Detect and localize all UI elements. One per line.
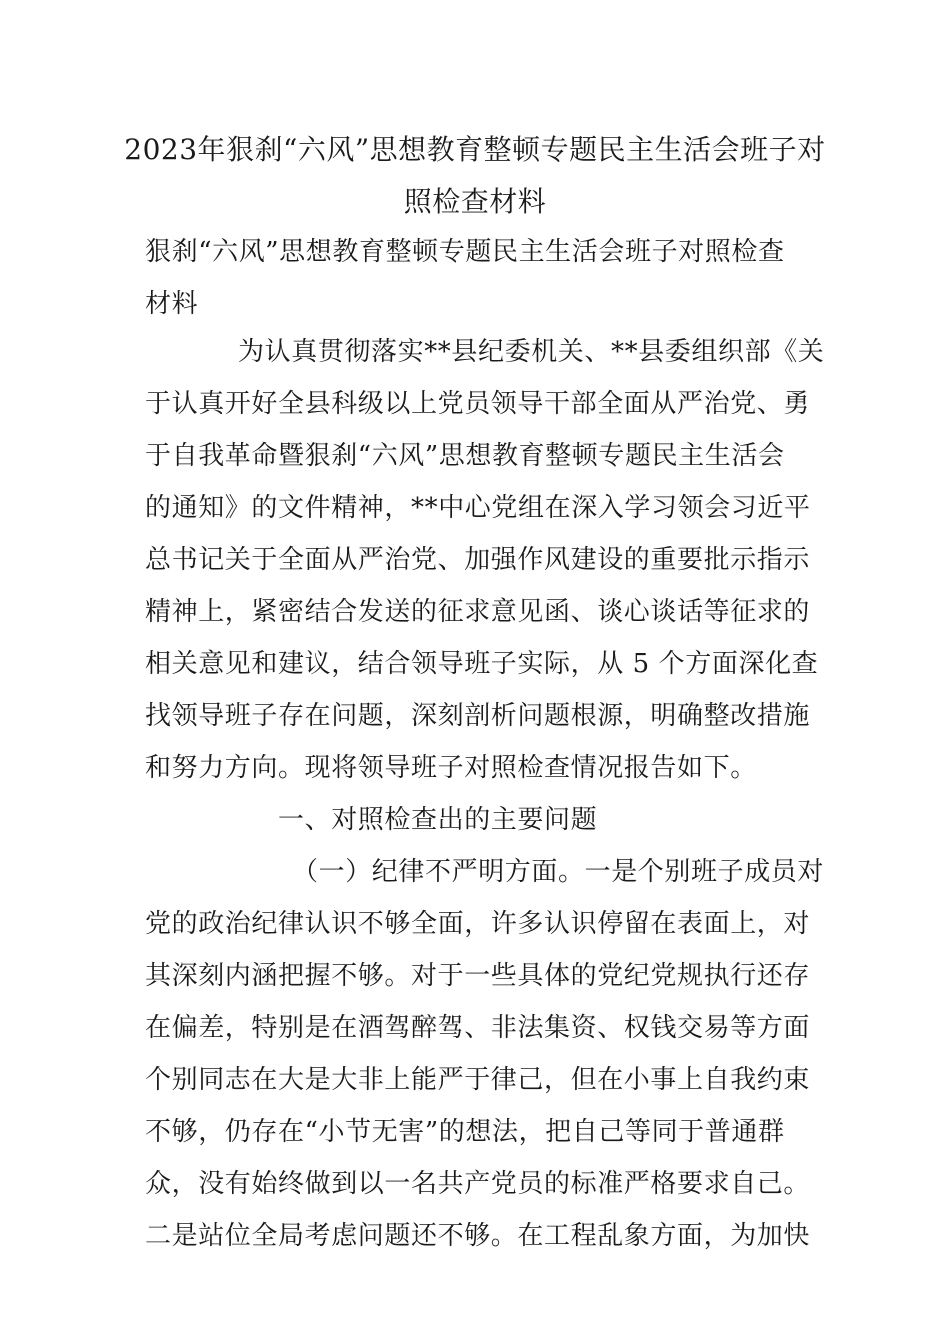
subsection-line: 其深刻内涵把握不够。对于一些具体的党纪党规执行还存: [145, 961, 811, 991]
subsection-line: 个别同志在大是大非上能严于律己，但在小事上自我约束: [145, 1065, 811, 1095]
subsection-line: 众，没有始终做到以一名共产党员的标准严格要求自己。: [145, 1169, 811, 1199]
subsection-line: 党的政治纪律认识不够全面，许多认识停留在表面上，对: [145, 909, 811, 939]
intro-line: 于认真开好全县科级以上党员领导干部全面从严治党、勇: [145, 389, 811, 419]
intro-line: 精神上，紧密结合发送的征求意见函、谈心谈话等征求的: [145, 597, 811, 627]
intro-line: 为认真贯彻落实**县纪委机关、**县委组织部《关: [238, 337, 825, 367]
intro-line: 的通知》的文件精神，**中心党组在深入学习领会习近平: [145, 493, 811, 523]
intro-line: 总书记关于全面从严治党、加强作风建设的重要批示指示: [145, 545, 811, 575]
document-title-line-2: 照检查材料: [403, 185, 547, 218]
intro-line: 和努力方向。现将领导班子对照检查情况报告如下。: [145, 753, 757, 783]
subsection-line: 二是站位全局考虑问题还不够。在工程乱象方面，为加快: [145, 1221, 811, 1251]
intro-line: 找领导班子存在问题，深刻剖析问题根源，明确整改措施: [145, 701, 811, 731]
document-title-line-1: 2023年狠刹“六风”思想教育整顿专题民主生活会班子对: [124, 133, 826, 166]
intro-line: 于自我革命暨狠刹“六风”思想教育整顿专题民主生活会: [145, 441, 785, 471]
intro-line: 相关意见和建议，结合领导班子实际，从 5 个方面深化查: [145, 649, 819, 679]
section-heading: 一、对照检查出的主要问题: [278, 805, 598, 835]
subtitle-line-1: 狠刹“六风”思想教育整顿专题民主生活会班子对照检查: [145, 237, 785, 267]
subtitle-line-2: 材料: [145, 289, 199, 319]
subsection-line: （一）纪律不严明方面。一是个别班子成员对: [292, 857, 825, 887]
subsection-line: 不够，仍存在“小节无害”的想法，把自己等同于普通群: [145, 1117, 785, 1147]
subsection-line: 在偏差，特别是在酒驾醉驾、非法集资、权钱交易等方面: [145, 1013, 811, 1043]
